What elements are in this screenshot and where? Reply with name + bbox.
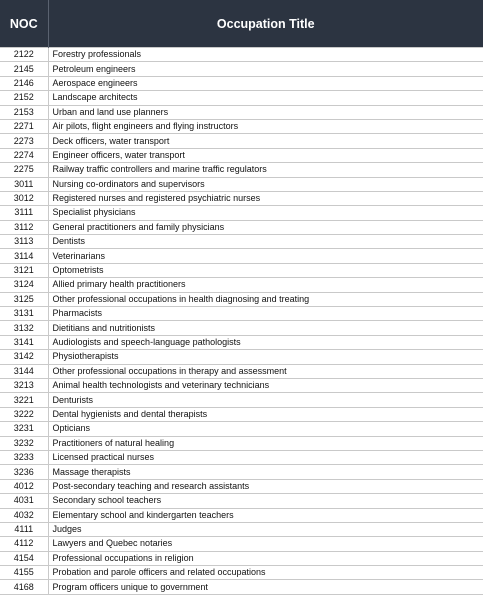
table-row: [0, 479, 483, 493]
noc-code-cell: 3113: [0, 235, 48, 249]
table-row: [0, 335, 483, 349]
occupation-title-cell: Optometrists: [48, 263, 483, 277]
table-row: [0, 191, 483, 205]
noc-code-cell: 4155: [0, 566, 48, 580]
occupation-title-cell: Specialist physicians: [48, 206, 483, 220]
table-row: [0, 263, 483, 277]
table-row: [0, 148, 483, 162]
noc-code-cell: 2271: [0, 119, 48, 133]
table-row: [0, 163, 483, 177]
table-row: [0, 278, 483, 292]
table-row: [0, 62, 483, 76]
occupation-title-cell: Engineer officers, water transport: [48, 148, 483, 162]
noc-code-cell: 2273: [0, 134, 48, 148]
table-row: [0, 76, 483, 90]
table-row: [0, 508, 483, 522]
noc-code-cell: 3141: [0, 335, 48, 349]
noc-code-cell: 4154: [0, 551, 48, 565]
table-row: [0, 307, 483, 321]
occupation-title-cell: Practitioners of natural healing: [48, 436, 483, 450]
noc-code-cell: 3132: [0, 321, 48, 335]
occupation-title-column-header: Occupation Title: [48, 0, 483, 48]
noc-code-cell: 3112: [0, 220, 48, 234]
occupation-title-cell: Dental hygienists and dental therapists: [48, 407, 483, 421]
table-row: [0, 551, 483, 565]
noc-column-header: NOC: [0, 0, 48, 48]
noc-code-cell: 4112: [0, 537, 48, 551]
table-header-row: [0, 0, 483, 48]
occupation-title-cell: Audiologists and speech-language pathologists: [48, 335, 483, 349]
occupation-title-cell: Secondary school teachers: [48, 494, 483, 508]
noc-code-cell: 3114: [0, 249, 48, 263]
table-row: [0, 407, 483, 421]
occupation-title-cell: Landscape architects: [48, 91, 483, 105]
occupation-title-cell: Licensed practical nurses: [48, 450, 483, 464]
table-row: [0, 350, 483, 364]
noc-code-cell: 3131: [0, 307, 48, 321]
occupation-title-cell: Probation and parole officers and related occupations: [48, 566, 483, 580]
occupation-title-cell: Animal health technologists and veterinary technicians: [48, 378, 483, 392]
occupation-title-cell: Urban and land use planners: [48, 105, 483, 119]
table-row: [0, 450, 483, 464]
table-row: [0, 364, 483, 378]
noc-code-cell: 4032: [0, 508, 48, 522]
table-row: [0, 249, 483, 263]
noc-code-cell: 2122: [0, 48, 48, 62]
occupation-title-cell: Petroleum engineers: [48, 62, 483, 76]
noc-code-cell: 3222: [0, 407, 48, 421]
noc-code-cell: 3011: [0, 177, 48, 191]
table-row: [0, 134, 483, 148]
table-row: [0, 48, 483, 62]
noc-code-cell: 3232: [0, 436, 48, 450]
table-row: [0, 119, 483, 133]
occupation-title-cell: Program officers unique to government: [48, 580, 483, 594]
noc-code-cell: 2274: [0, 148, 48, 162]
occupation-title-cell: Pharmacists: [48, 307, 483, 321]
table-row: [0, 465, 483, 479]
noc-code-cell: 2153: [0, 105, 48, 119]
table-row: [0, 522, 483, 536]
occupation-title-cell: Nursing co-ordinators and supervisors: [48, 177, 483, 191]
noc-code-cell: 3213: [0, 378, 48, 392]
occupation-title-cell: Post-secondary teaching and research assistants: [48, 479, 483, 493]
occupation-title-cell: Allied primary health practitioners: [48, 278, 483, 292]
occupation-title-cell: Dentists: [48, 235, 483, 249]
noc-code-cell: 4111: [0, 522, 48, 536]
table-row: [0, 566, 483, 580]
table-body: [0, 48, 483, 595]
noc-code-cell: 4168: [0, 580, 48, 594]
noc-code-cell: 3012: [0, 191, 48, 205]
occupation-title-cell: Massage therapists: [48, 465, 483, 479]
noc-code-cell: 3142: [0, 350, 48, 364]
occupation-title-cell: Elementary school and kindergarten teachers: [48, 508, 483, 522]
table-row: [0, 292, 483, 306]
occupation-title-cell: Deck officers, water transport: [48, 134, 483, 148]
occupation-title-cell: Denturists: [48, 393, 483, 407]
noc-code-cell: 2275: [0, 163, 48, 177]
noc-code-cell: 4012: [0, 479, 48, 493]
occupation-title-cell: Aerospace engineers: [48, 76, 483, 90]
occupation-title-cell: Physiotherapists: [48, 350, 483, 364]
table-row: [0, 378, 483, 392]
noc-code-cell: 3221: [0, 393, 48, 407]
noc-code-cell: 3231: [0, 422, 48, 436]
noc-code-cell: 4031: [0, 494, 48, 508]
table-row: [0, 91, 483, 105]
occupation-title-cell: Veterinarians: [48, 249, 483, 263]
noc-code-cell: 3125: [0, 292, 48, 306]
table-row: [0, 177, 483, 191]
table-row: [0, 220, 483, 234]
occupation-title-cell: Other professional occupations in therapy and assessment: [48, 364, 483, 378]
noc-code-cell: 3233: [0, 450, 48, 464]
occupation-title-cell: Registered nurses and registered psychiatric nurses: [48, 191, 483, 205]
table-row: [0, 206, 483, 220]
occupation-title-cell: Judges: [48, 522, 483, 536]
occupation-title-cell: Other professional occupations in health diagnosing and treating: [48, 292, 483, 306]
table-row: [0, 321, 483, 335]
occupation-title-cell: Railway traffic controllers and marine traffic regulators: [48, 163, 483, 177]
table-row: [0, 436, 483, 450]
table-row: [0, 422, 483, 436]
table-row: [0, 235, 483, 249]
noc-code-cell: 2152: [0, 91, 48, 105]
table-row: [0, 105, 483, 119]
noc-code-cell: 2145: [0, 62, 48, 76]
noc-code-cell: 3124: [0, 278, 48, 292]
occupation-title-cell: Forestry professionals: [48, 48, 483, 62]
occupation-title-cell: Opticians: [48, 422, 483, 436]
occupation-title-cell: Professional occupations in religion: [48, 551, 483, 565]
noc-code-cell: 3111: [0, 206, 48, 220]
noc-code-cell: 3121: [0, 263, 48, 277]
occupation-title-cell: Lawyers and Quebec notaries: [48, 537, 483, 551]
occupation-title-cell: Dietitians and nutritionists: [48, 321, 483, 335]
noc-code-cell: 3236: [0, 465, 48, 479]
table-row: [0, 494, 483, 508]
noc-code-cell: 3144: [0, 364, 48, 378]
noc-code-cell: 2146: [0, 76, 48, 90]
table-row: [0, 393, 483, 407]
table-row: [0, 537, 483, 551]
occupation-title-cell: General practitioners and family physicians: [48, 220, 483, 234]
occupation-title-cell: Air pilots, flight engineers and flying instructors: [48, 119, 483, 133]
table-row: [0, 580, 483, 594]
